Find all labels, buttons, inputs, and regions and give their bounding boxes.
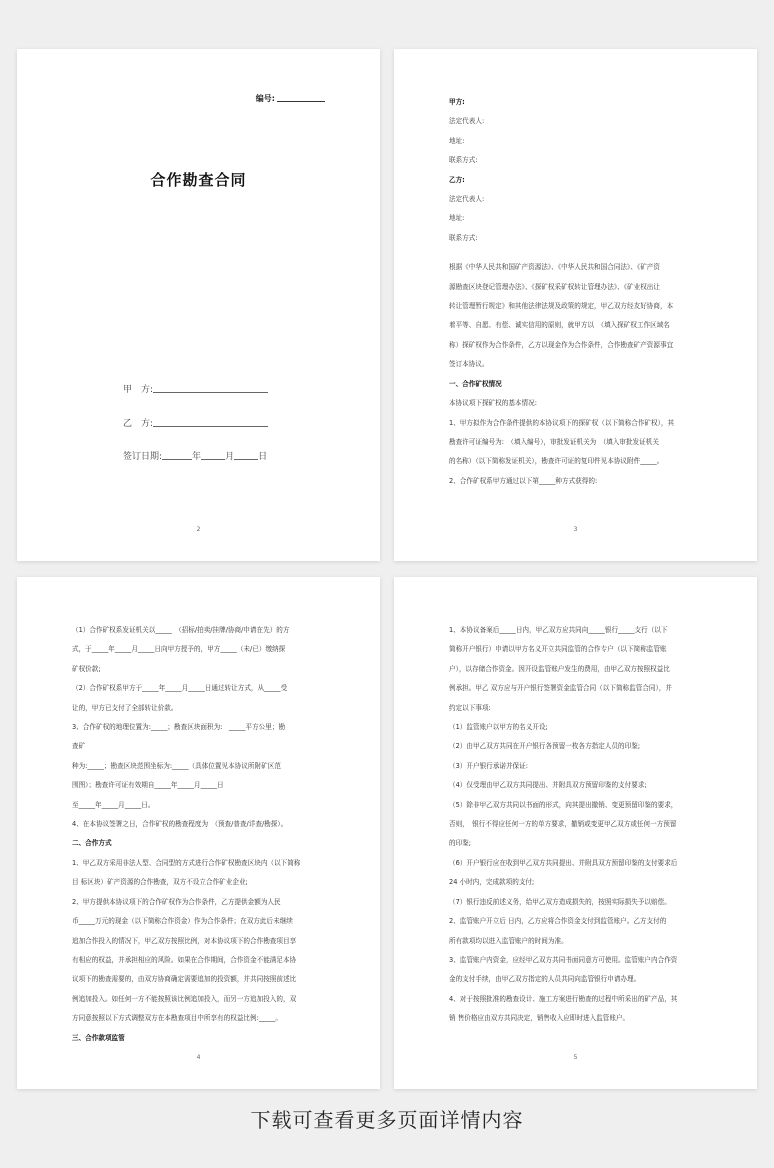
text-line: 24 小时内，完成款项的支付;: [449, 878, 535, 887]
text-line: 源勘查区块登记管理办法》、《探矿权采矿权转让管理办法》、《矿业权出让: [449, 282, 660, 291]
page-number: 2: [196, 526, 201, 533]
text-line: 法定代表人:: [449, 195, 485, 204]
text-line: 法定代表人:: [449, 117, 485, 126]
party-a-signature: 甲 方:: [123, 382, 268, 395]
section-heading: 甲方:: [449, 98, 465, 106]
text-line: 方同意按照以下方式调整双方在本勘查项目中所享有的权益比例:_____。: [72, 1014, 282, 1023]
text-line: 的印鉴;: [449, 839, 472, 848]
text-line: （2）由甲乙双方共同在开户银行各预留一枚各方指定人员的印鉴;: [449, 742, 641, 751]
text-line: 联系方式:: [449, 233, 478, 242]
party-b-signature: 乙 方:: [123, 416, 268, 429]
page-number: 5: [573, 1054, 578, 1061]
text-line: 4、在本协议签署之日，合作矿权的勘查程度为 （预查/普查/详查/勘探）。: [72, 820, 288, 829]
text-line: 联系方式:: [449, 156, 478, 165]
text-line: 1、甲乙双方采用非法人型、合同型的方式进行合作矿权勘查区块内（以下简称: [72, 858, 301, 867]
page-number: 4: [196, 1054, 201, 1061]
sign-date: 签订日期: 年 月 日: [123, 452, 268, 462]
text-line: （4）仅受理由甲乙双方共同提出、并附具双方预留印鉴的支付要求;: [449, 781, 647, 790]
text-line: 约定以下事项:: [449, 703, 491, 712]
text-line: 否则， 银行不得应任何一方的单方要求，撤销或变更甲乙双方或任何一方预留: [449, 820, 677, 829]
text-line: 3、合作矿权的地理位置为:_____；勘查区块面积为: _____平方公里；勘: [72, 723, 286, 732]
text-line: （2）合作矿权系甲方于_____年_____月_____日通过转让方式，从_____受: [72, 684, 288, 693]
text-line: 议项下的勘查需要的，由双方协商确定需要追加的投资额，并共同按照前述比: [72, 975, 297, 984]
text-line: （1）合作矿权系发证机关以_____ （招标/拍卖/挂牌/协商/申请在先）的方: [72, 626, 290, 634]
text-line: 着平等、自愿、有偿、诚实信用的原则，就甲方以 （填入探矿权工作区域名: [449, 321, 670, 330]
text-line: 至_____年_____月_____日。: [72, 800, 155, 809]
text-line: 矿权价款;: [72, 664, 101, 673]
section-heading: 乙方:: [449, 175, 465, 184]
contract-page-3: [17, 577, 380, 1089]
section-heading: 三、合作款项监管: [72, 1033, 125, 1042]
text-line: 例承担。甲乙 双方应与开户银行签署资金监管合同（以下简称监管合同），并: [449, 684, 672, 693]
text-line: 查矿: [72, 742, 86, 751]
text-line: （3）开户银行承诺并保证:: [449, 761, 528, 770]
contract-number-blank: [277, 93, 325, 102]
contract-page-2: [394, 49, 757, 561]
text-line: （1）监管账户以甲方的名义开设;: [449, 723, 548, 732]
text-line: 销 售价格应由双方共同决定，销售收入应即时进入监管账户。: [449, 1014, 630, 1023]
page-body: [449, 93, 701, 491]
text-line: 让的，甲方已支付了全部转让价款。: [72, 703, 178, 712]
text-line: 种为:_____；勘查区块范围坐标为:_____（具体位置见本协议所附矿区范: [72, 761, 281, 770]
text-line: 简称开户银行）申请以甲方名义开立共同监管的合作专户（以下简称监管账: [449, 645, 667, 654]
text-line: 地址:: [449, 136, 465, 145]
cover-page: [17, 49, 380, 561]
text-line: 围图）；勘查许可证有效期自_____年_____月_____日: [72, 781, 224, 790]
text-line: 根据《中华人民共和国矿产资源法》、《中华人民共和国合同法》、《矿产资: [449, 263, 660, 272]
page-number: 3: [573, 526, 578, 533]
paragraph-gap: [449, 248, 701, 258]
text-line: 勘查许可证编号为: （填入编号），审批发证机关为 （填入审批发证机关: [449, 437, 659, 446]
contract-page-4: [394, 577, 757, 1089]
text-line: 1、甲方拟作为合作条件提供的本协议项下的探矿权（以下简称合作矿权），其: [449, 418, 675, 427]
text-line: 称）探矿权作为合作条件，乙方以现金作为合作条件，合作勘查矿产资源事宜: [449, 340, 674, 349]
text-line: 目 标区块）矿产资源的合作勘查，双方不设立合作矿业企业;: [72, 878, 248, 887]
text-line: 2、监管账户开立后 日内，乙方应将合作资金支付到监管账户。乙方支付的: [449, 917, 667, 926]
text-line: 币_____万元的现金（以下简称合作资金）作为合作条件；在双方此后未继续: [72, 917, 293, 926]
text-line: 有相应的权益，并承担相应的风险。如果在合作期间，合作资金不能满足本协: [72, 955, 297, 964]
text-line: 式，于_____年_____月_____日向甲方授予的，甲方_____（未/已）缴纳探: [72, 645, 286, 654]
contract-title: 合作勘查合同: [150, 171, 247, 189]
download-caption: 下载可查看更多页面详情内容: [250, 1108, 524, 1132]
text-line: 金的支付手续，由甲乙双方指定的人员共同向监管银行申请办理。: [449, 975, 641, 984]
text-line: （5）除非甲乙双方共同以书面的形式，向其提出撤销、变更预留印鉴的要求，: [449, 800, 678, 809]
text-line: 2、甲方提供本协议项下的合作矿权作为合作条件，乙方提供金额为人民: [72, 897, 281, 906]
text-line: 3、监管账户内资金，应经甲乙双方共同书面同意方可使用。监管账户内合作资: [449, 955, 678, 964]
text-line: 的名称）（以下简称发证机关），勘查许可证的复印件见本协议附件_____。: [449, 457, 664, 466]
text-line: 户），以存储合作资金。因开设监管账户发生的费用，由甲乙双方按照权益比: [449, 664, 670, 673]
text-line: 2、合作矿权系甲方通过以下第_____种方式获得的:: [449, 476, 598, 485]
text-line: 追加合作投入的情况下，甲乙双方按照比例，对本协议项下的合作勘查项目享: [72, 936, 297, 945]
page-body: [449, 621, 701, 1029]
text-line: 例追加投入。如任何一方不能按照该比例追加投入，而另一方追加投入的，双: [72, 994, 297, 1003]
text-line: （7）银行违反前述义务，给甲乙双方造成损失的，按照实际损失予以赔偿。: [449, 897, 671, 906]
text-line: 地址:: [449, 214, 465, 223]
page-body: [72, 621, 324, 1048]
section-heading: 二、合作方式: [72, 839, 112, 848]
contract-number: 编号:: [256, 93, 325, 104]
text-line: 转让管理暂行规定》和其他法律法规及政策的规定，甲乙双方经友好协商，本: [449, 302, 674, 311]
section-heading: 一、合作矿权情况: [449, 379, 502, 388]
text-line: （6）开户银行应在收到甲乙双方共同提出、并附具双方预留印鉴的支付要求后: [449, 858, 678, 867]
text-line: 本协议项下探矿权的基本情况:: [449, 399, 537, 408]
text-line: 4、对于按照批准的勘查设计、施工方案进行勘查的过程中所采出的矿产品，其: [449, 994, 678, 1003]
text-line: 1、本协议备案后_____日内，甲乙双方应共同向_____银行_____支行（以下: [449, 626, 668, 634]
text-line: 签订本协议。: [449, 360, 489, 369]
text-line: 所有款项均以进入监管账户的时间为准。: [449, 936, 568, 945]
